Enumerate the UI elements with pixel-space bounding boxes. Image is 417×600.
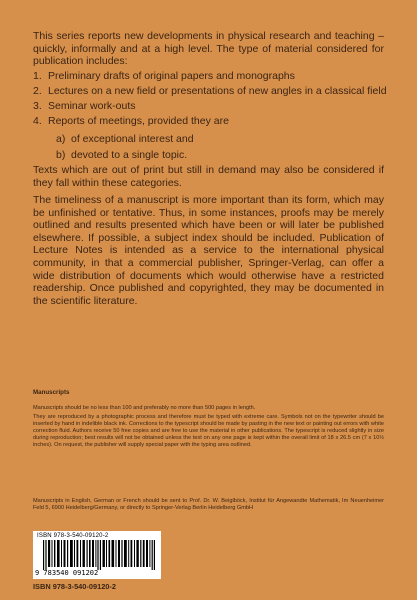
- barcode-isbn: ISBN 978-3-540-09120-2: [37, 533, 109, 539]
- sub-list-letter: b): [56, 149, 66, 161]
- barcode-label: [33, 531, 161, 579]
- out-of-print-paragraph: Texts which are out of print but still in demand may also be considered if they fall within these categories.: [33, 164, 384, 189]
- barcode-icon: [43, 540, 155, 570]
- timeliness-paragraph: The timeliness of a manuscript is more important than its form, which may be unfinished or tentative. Thus, in some instances, proofs may be merely outlined and results presented which have been or will later be published elsewhere. If possible, a subject index should be included. Publication of Lecture Notes is intended as a service to the international physical community, in that a commercial publisher, Springer-Verlag, can offer a wide distribution of documents which would otherwise have a restricted readership. Once published and copyrighted, they may be documented in the scientific literature.: [33, 194, 384, 307]
- list-number: 4.: [33, 115, 42, 127]
- list-text: Lectures on a new field or presentations of new angles in a classical field: [48, 85, 387, 97]
- isbn-text: ISBN 978-3-540-09120-2: [33, 582, 116, 591]
- sub-list-item: [56, 149, 187, 162]
- manuscripts-length: Manuscripts should be no less than 100 and preferably no more than 500 pages in length.: [33, 405, 256, 411]
- series-intro: This series reports new developments in physical research and teaching – quickly, informally and at a high level. The type of material considered for publication includes:: [33, 30, 384, 68]
- list-text: Preliminary drafts of original papers and monographs: [48, 70, 295, 82]
- sub-list-text: devoted to a single topic.: [71, 149, 188, 161]
- list-text: Seminar work-outs: [48, 100, 136, 112]
- list-item: [33, 115, 229, 128]
- list-number: 2.: [33, 85, 42, 97]
- manuscripts-typing: They are reproduced by a photographic process and therefore must be typed with extreme care. Symbols not on the typewriter should be inserted by hand in indelible black ink. Corrections to the typescript should be made by pasting in the new text or painting out errors with white correction fluid. Authors receive 50 free copies and are free to use the material in other publications. The typescript is reduced slightly in size during reproduction; best results will not be obtained unless the text on any one page is kept within the overall limit of 18 x 26.5 cm (7 x 10½ inches). On request, the publisher will supply special paper with the typing area outlined.: [33, 414, 384, 448]
- manuscripts-submission: Manuscripts in English, German or French should be sent to Prof. Dr. W. Beiglböck, Institut für Angewandte Mathematik, Im Neuenheimer Feld 5, 6900 Heidelberg/Germany, or directly to Springer-Verlag Berlin Heidelberg GmbH: [33, 498, 384, 511]
- list-number: 1.: [33, 70, 42, 82]
- list-item: [33, 100, 136, 113]
- sub-list-text: of exceptional interest and: [71, 133, 194, 145]
- manuscripts-heading: Manuscripts: [33, 389, 70, 396]
- list-number: 3.: [33, 100, 42, 112]
- sub-list-item: [56, 133, 194, 146]
- list-item: [33, 85, 387, 98]
- list-item: [33, 70, 295, 83]
- list-text: Reports of meetings, provided they are: [48, 115, 229, 127]
- barcode-digits: 9 783540 091202: [35, 569, 99, 577]
- sub-list-letter: a): [56, 133, 66, 145]
